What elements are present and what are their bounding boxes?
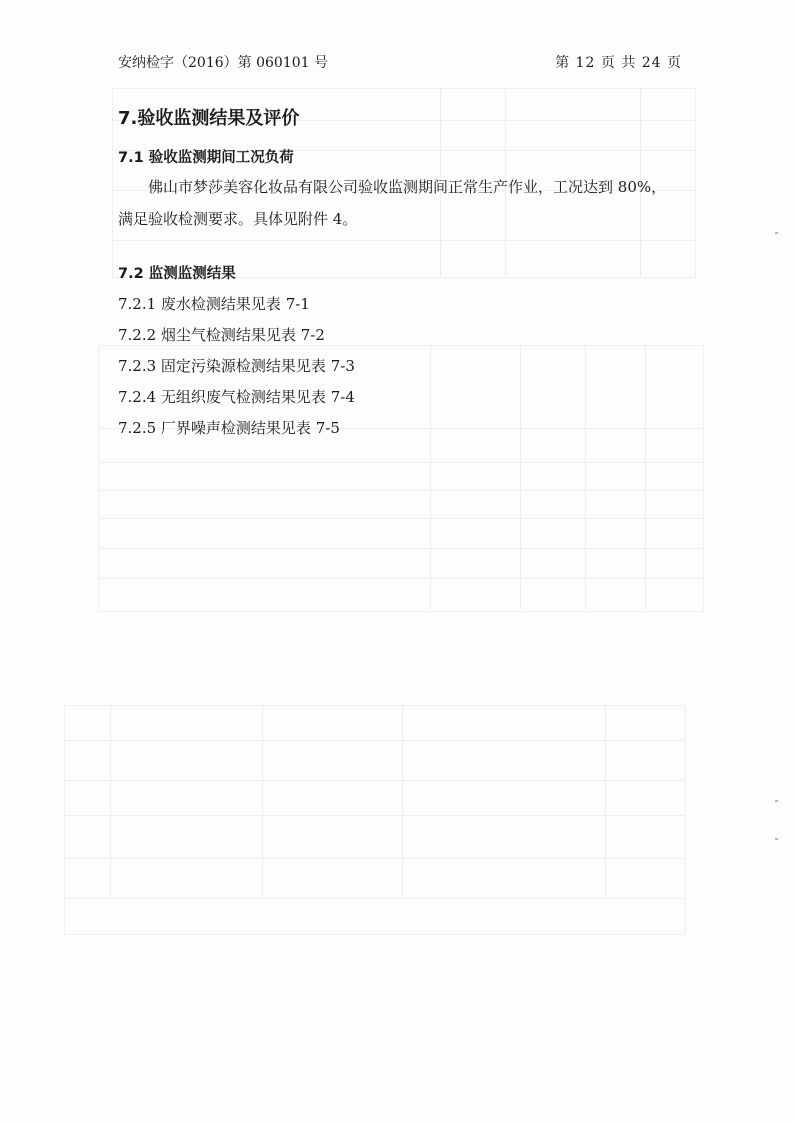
- document-number: 安纳检字（2016）第 060101 号: [118, 55, 328, 71]
- result-list-item: 7.2.1 废水检测结果见表 7-1: [118, 295, 310, 313]
- page-number: 第 12 页 共 24 页: [555, 55, 682, 71]
- workload-paragraph: [118, 171, 698, 235]
- paragraph-line: 佛山市梦莎美容化妆品有限公司验收监测期间正常生产作业，工况达到 80%，: [148, 178, 667, 196]
- section-title: 7.验收监测结果及评价: [118, 108, 300, 129]
- paragraph-line: 满足验收检测要求。具体见附件 4。: [118, 210, 358, 228]
- result-list-item: 7.2.3 固定污染源检测结果见表 7-3: [118, 357, 355, 375]
- edge-speck: [775, 838, 778, 840]
- result-list-item: 7.2.5 厂界噪声检测结果见表 7-5: [118, 419, 340, 437]
- result-list-item: 7.2.2 烟尘气检测结果见表 7-2: [118, 326, 325, 344]
- edge-speck: [775, 232, 778, 234]
- subsection-title-7-2: 7.2 监测监测结果: [118, 266, 236, 282]
- page-header: [118, 52, 682, 74]
- subsection-title-7-1: 7.1 验收监测期间工况负荷: [118, 150, 294, 166]
- result-list-item: 7.2.4 无组织废气检测结果见表 7-4: [118, 388, 355, 406]
- edge-speck: [775, 800, 778, 802]
